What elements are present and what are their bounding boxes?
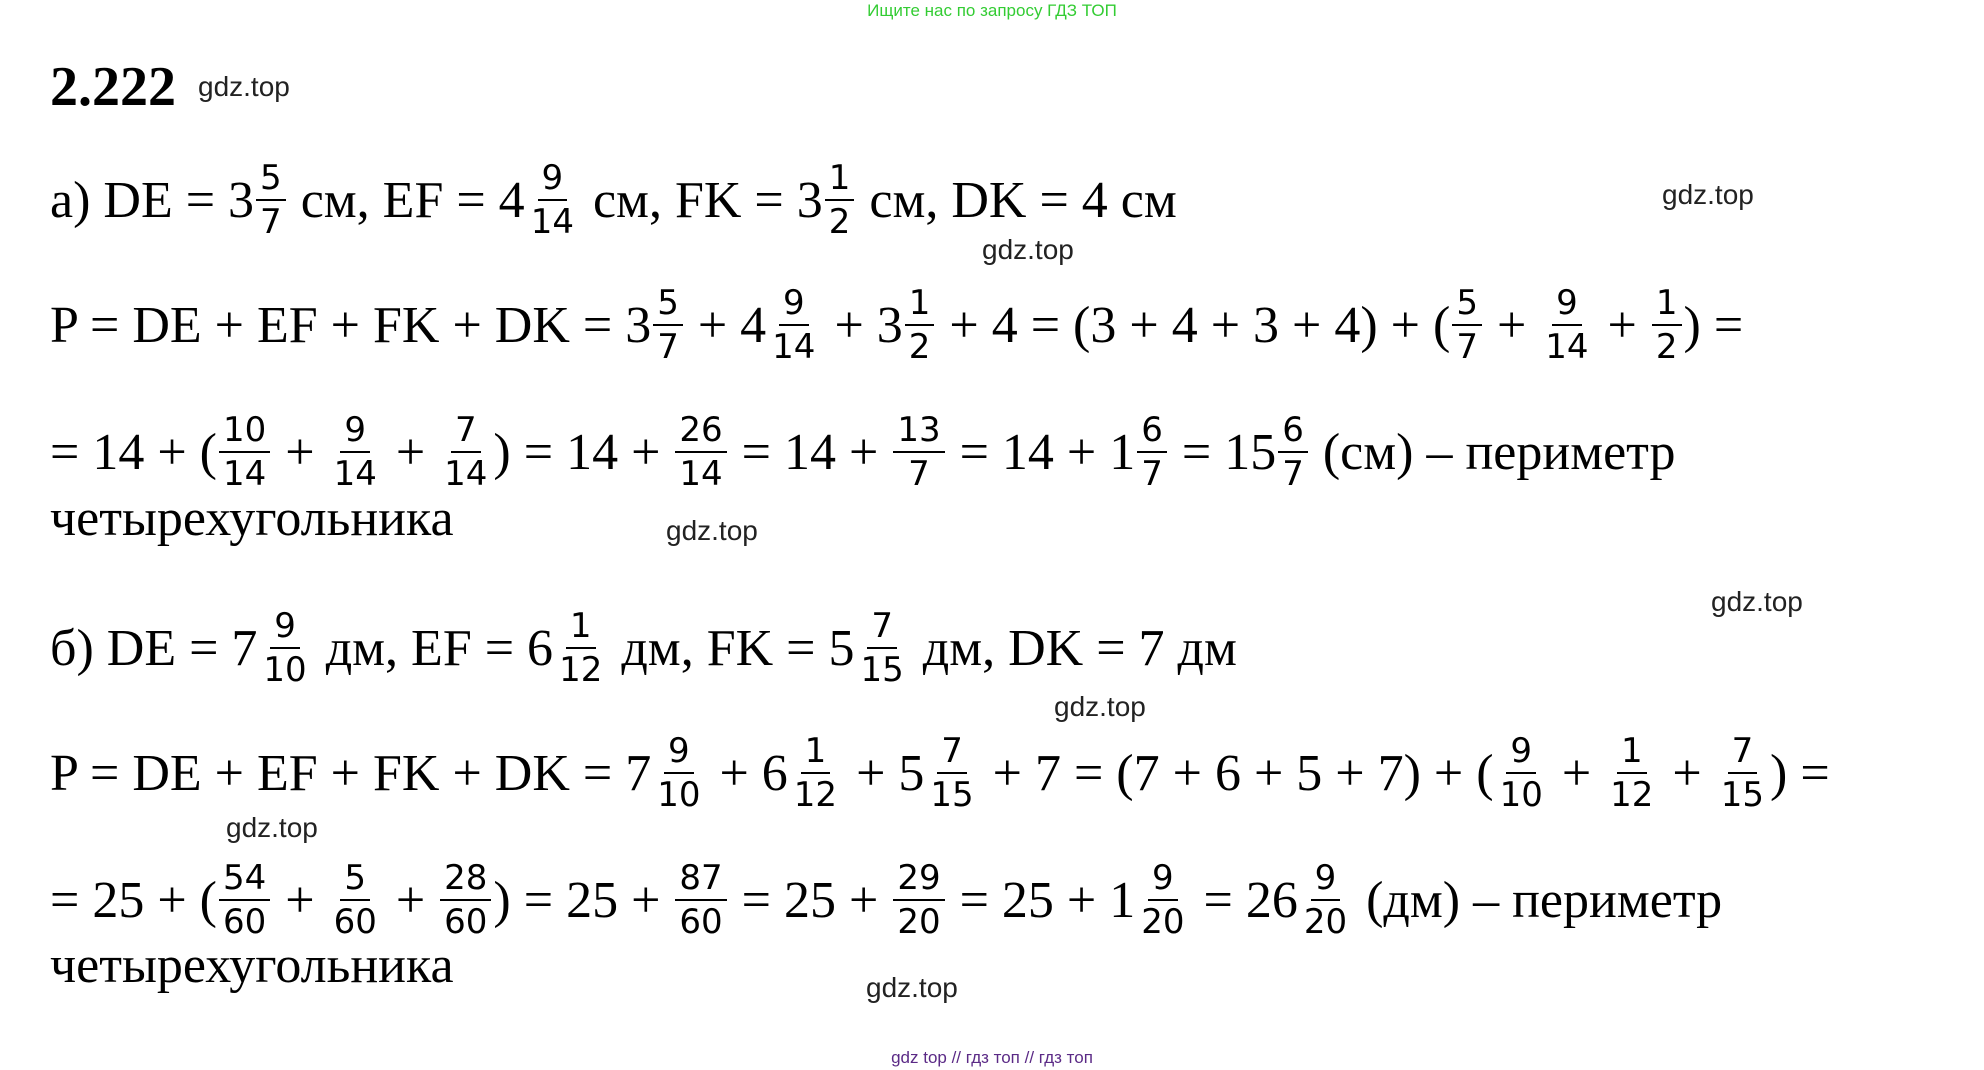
text: + [1659, 744, 1715, 802]
numerator: 10 [219, 412, 270, 453]
numerator: 9 [1148, 860, 1178, 901]
denominator: 7 [260, 202, 282, 242]
numerator: 5 [653, 285, 683, 326]
text: = 25 + [728, 871, 892, 929]
text: б) DE = 7 [50, 619, 258, 677]
part-b-sum [50, 713, 1830, 833]
denominator: 14 [772, 327, 816, 367]
fraction [825, 160, 855, 240]
watermark: gdz.top [666, 515, 758, 546]
text: + [382, 871, 439, 929]
watermark: gdz.top [226, 812, 318, 843]
fraction [1652, 285, 1682, 365]
denominator: 60 [333, 902, 377, 942]
numerator: 9 [1506, 733, 1536, 774]
denominator: 10 [1499, 775, 1543, 815]
numerator: 9 [779, 285, 809, 326]
numerator: 1 [905, 285, 935, 326]
denominator: 15 [1720, 775, 1765, 815]
watermark: gdz.top [1054, 691, 1146, 722]
numerator: 5 [1452, 285, 1482, 326]
watermark: gdz.top [866, 972, 958, 1003]
numerator: 7 [867, 608, 897, 649]
text: + 4 = (3 + 4 + 3 + 4) + ( [936, 296, 1451, 354]
denominator: 7 [1282, 454, 1304, 494]
denominator: 20 [1141, 902, 1185, 942]
denominator: 7 [1456, 327, 1478, 367]
watermark: gdz.top [1662, 179, 1754, 210]
denominator: 7 [908, 454, 930, 494]
text: ) = 14 + [493, 423, 674, 481]
numerator: 7 [1728, 733, 1758, 774]
text: = 14 + ( [50, 423, 217, 481]
fraction [259, 608, 310, 688]
bottom-banner: gdz top // гдз топ // гдз топ [891, 1048, 1093, 1067]
fraction [1541, 285, 1592, 365]
top-banner: Ищите нас по запросу ГДЗ ТОП [867, 1, 1117, 20]
denominator: 14 [222, 454, 267, 494]
text: = 14 + 1 [946, 423, 1136, 481]
numerator: 1 [566, 608, 596, 649]
fraction [1137, 860, 1188, 940]
numerator: 9 [1552, 285, 1582, 326]
text: = 26 [1190, 871, 1298, 929]
text: + [1594, 296, 1650, 354]
text: + 4 [684, 296, 767, 354]
fraction [905, 285, 935, 365]
numerator: 28 [440, 860, 491, 901]
text: ) = [1770, 744, 1830, 802]
text: = 25 + 1 [946, 871, 1136, 929]
text: четырехугольника [50, 936, 454, 994]
fraction [675, 412, 726, 492]
text: = 14 + [728, 423, 892, 481]
numerator: 9 [340, 412, 370, 453]
denominator: 7 [657, 327, 679, 367]
numerator: 7 [937, 733, 967, 774]
part-a-tail [50, 478, 454, 558]
problem-number: 2.222 [50, 56, 176, 118]
text: + [272, 871, 328, 929]
numerator: 54 [219, 860, 270, 901]
numerator: 9 [1311, 860, 1341, 901]
denominator: 7 [1141, 454, 1163, 494]
denominator: 15 [930, 775, 974, 815]
numerator: 13 [893, 412, 944, 453]
denominator: 14 [444, 454, 488, 494]
numerator: 6 [1278, 412, 1308, 453]
denominator: 12 [793, 775, 838, 815]
numerator: 6 [1137, 412, 1167, 453]
text: см, DK = 4 см [856, 171, 1177, 229]
numerator: 26 [675, 412, 726, 453]
numerator: 1 [801, 733, 831, 774]
fraction [1137, 412, 1167, 492]
text: (дм) – периметр [1353, 871, 1723, 929]
fraction [653, 733, 704, 813]
part-b-tail [50, 925, 454, 1005]
text: + [272, 423, 328, 481]
watermark: gdz.top [198, 71, 290, 102]
fraction [1606, 733, 1657, 813]
fraction [1300, 860, 1351, 940]
part-b-given [50, 588, 1237, 708]
denominator: 15 [860, 650, 904, 690]
denominator: 20 [1303, 902, 1348, 942]
text: ) = [1683, 296, 1744, 354]
fraction [893, 412, 944, 492]
fraction [768, 285, 819, 365]
text: дм, EF = 6 [312, 619, 554, 677]
text: дм, DK = 7 дм [909, 619, 1237, 677]
denominator: 60 [444, 902, 488, 942]
text: четырехугольника [50, 489, 454, 547]
text: + [1548, 744, 1605, 802]
numerator: 7 [451, 412, 481, 453]
text: = 15 [1168, 423, 1277, 481]
fraction [1717, 733, 1768, 813]
text: (см) – периметр [1309, 423, 1676, 481]
text: + [1483, 296, 1540, 354]
numerator: 29 [893, 860, 944, 901]
part-a-given [50, 140, 1177, 260]
fraction [555, 608, 606, 688]
fraction [893, 860, 944, 940]
text: а) DE = 3 [50, 171, 255, 229]
denominator: 14 [333, 454, 377, 494]
fraction [857, 608, 908, 688]
text: дм, FK = 5 [608, 619, 855, 677]
text: P = DE + EF + FK + DK = 7 [50, 744, 652, 802]
numerator: 9 [664, 733, 694, 774]
denominator: 2 [1655, 327, 1678, 367]
numerator: 1 [825, 160, 855, 201]
numerator: 9 [538, 160, 568, 201]
numerator: 1 [1652, 285, 1682, 326]
denominator: 12 [1610, 775, 1654, 815]
fraction [527, 160, 578, 240]
fraction [675, 860, 726, 940]
fraction [1278, 412, 1308, 492]
text: + [382, 423, 439, 481]
watermark: gdz.top [1711, 586, 1803, 617]
denominator: 20 [897, 902, 941, 942]
denominator: 60 [222, 902, 267, 942]
fraction [653, 285, 683, 365]
denominator: 14 [530, 202, 574, 242]
text: P = DE + EF + FK + DK = 3 [50, 296, 652, 354]
numerator: 1 [1617, 733, 1647, 774]
fraction [1452, 285, 1482, 365]
fraction [926, 733, 977, 813]
numerator: 5 [340, 860, 370, 901]
fraction [256, 160, 286, 240]
text: + 5 [843, 744, 925, 802]
denominator: 2 [908, 327, 931, 367]
text: ) = 25 + [493, 871, 674, 929]
denominator: 60 [679, 902, 723, 942]
watermark: gdz.top [982, 234, 1074, 265]
denominator: 10 [263, 650, 307, 690]
text: см, EF = 4 [287, 171, 525, 229]
text: = 25 + ( [50, 871, 217, 929]
fraction [1496, 733, 1547, 813]
denominator: 2 [828, 202, 851, 242]
text: + 6 [706, 744, 788, 802]
denominator: 14 [1545, 327, 1589, 367]
fraction [790, 733, 841, 813]
denominator: 10 [657, 775, 701, 815]
numerator: 5 [256, 160, 286, 201]
text: + 3 [821, 296, 903, 354]
part-a-sum [50, 265, 1743, 385]
text: см, FK = 3 [579, 171, 823, 229]
numerator: 87 [675, 860, 726, 901]
denominator: 14 [679, 454, 723, 494]
text: + 7 = (7 + 6 + 5 + 7) + ( [979, 744, 1494, 802]
denominator: 12 [559, 650, 603, 690]
numerator: 9 [270, 608, 300, 649]
